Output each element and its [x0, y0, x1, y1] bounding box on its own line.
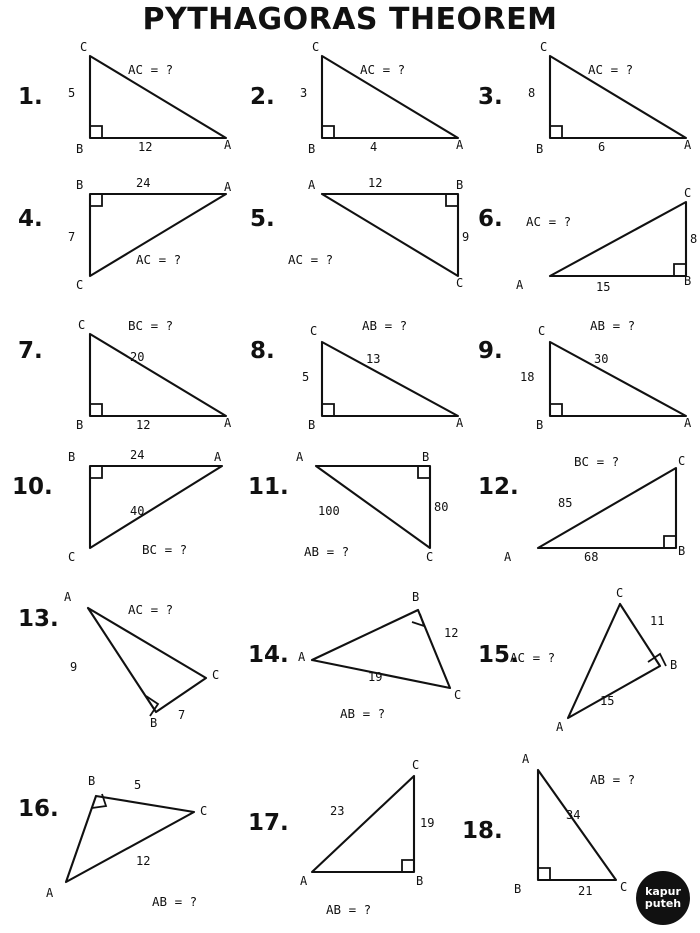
problem-number: 11.: [248, 474, 289, 500]
problem-number: 12.: [478, 474, 519, 500]
vertex-label-a: A: [224, 416, 232, 430]
question-label: AB = ?: [326, 902, 372, 917]
watermark-line-1: kapur: [645, 885, 681, 899]
problem-number: 9.: [478, 338, 503, 364]
vertex-label-a: A: [298, 650, 306, 664]
question-label: BC = ?: [574, 454, 620, 469]
vertex-label-b: B: [76, 142, 84, 156]
side-label-1: 23: [330, 804, 345, 818]
vertex-label-b: B: [308, 142, 316, 156]
side-label-2: 6: [598, 140, 606, 154]
watermark-logo: [636, 871, 690, 925]
problem-7: [18, 318, 232, 440]
triangle-figure: [290, 590, 500, 740]
vertex-label-b: B: [150, 716, 158, 730]
question-label: AC = ?: [136, 252, 182, 267]
question-label: BC = ?: [128, 318, 174, 333]
side-label-2: 68: [584, 550, 599, 564]
vertex-label-c: C: [678, 454, 686, 468]
vertex-label-a: A: [456, 138, 464, 152]
side-label-2: 80: [434, 500, 449, 514]
vertex-label-c: C: [310, 324, 318, 338]
problem-number: 13.: [18, 606, 59, 632]
vertex-label-c: C: [80, 40, 88, 54]
problem-8: [250, 318, 464, 440]
side-label-1: 5: [134, 778, 142, 792]
triangle-figure: [284, 760, 484, 920]
vertex-label-b: B: [412, 590, 420, 604]
side-label-2: 7: [68, 230, 76, 244]
problem-17: [248, 760, 463, 920]
problem-1: [18, 40, 232, 162]
triangle-figure: [508, 452, 700, 577]
vertex-label-c: C: [412, 758, 420, 772]
problem-11: [248, 452, 463, 577]
question-label: BC = ?: [142, 542, 188, 557]
vertex-label-b: B: [88, 774, 96, 788]
question-label: AC = ?: [360, 62, 406, 77]
side-label-2: 30: [594, 352, 609, 366]
side-label-2: 13: [366, 352, 381, 366]
side-label-2: 15: [596, 280, 611, 294]
problem-number: 15.: [478, 642, 519, 668]
problem-12: [478, 452, 693, 577]
question-label: AB = ?: [590, 772, 636, 787]
vertex-label-a: A: [456, 416, 464, 430]
side-label-1: 20: [130, 350, 145, 364]
vertex-label-c: C: [454, 688, 462, 702]
vertex-label-a: A: [556, 720, 564, 734]
question-label: AB = ?: [590, 318, 636, 333]
problem-number: 8.: [250, 338, 275, 364]
vertex-label-b: B: [416, 874, 424, 888]
vertex-label-c: C: [68, 550, 76, 564]
vertex-label-a: A: [504, 550, 512, 564]
problem-number: 16.: [18, 796, 59, 822]
vertex-label-c: C: [616, 586, 624, 600]
question-label: AB = ?: [362, 318, 408, 333]
vertex-label-c: C: [620, 880, 628, 894]
problem-number: 4.: [18, 206, 43, 232]
side-label-1: 18: [520, 370, 535, 384]
question-label: AC = ?: [510, 650, 556, 665]
question-label: AC = ?: [128, 62, 174, 77]
problem-2: [250, 40, 464, 162]
problem-4: [18, 176, 232, 300]
vertex-label-c: C: [200, 804, 208, 818]
question-label: AC = ?: [588, 62, 634, 77]
side-label-1: 85: [558, 496, 573, 510]
side-label-1: 24: [136, 176, 151, 190]
vertex-label-a: A: [516, 278, 524, 292]
problem-number: 7.: [18, 338, 43, 364]
vertex-label-b: B: [68, 450, 76, 464]
vertex-label-a: A: [300, 874, 308, 888]
problem-3: [478, 40, 692, 162]
side-label-2: 12: [136, 418, 151, 432]
vertex-label-c: C: [684, 186, 692, 200]
vertex-label-a: A: [64, 590, 72, 604]
vertex-label-a: A: [684, 138, 692, 152]
vertex-label-b: B: [678, 544, 686, 558]
vertex-label-c: C: [538, 324, 546, 338]
problem-14: [248, 590, 463, 740]
problem-number: 3.: [478, 84, 503, 110]
problem-6: [478, 180, 698, 300]
problem-number: 1.: [18, 84, 43, 110]
vertex-label-c: C: [212, 668, 220, 682]
page-title: PYTHAGORAS THEOREM: [142, 2, 558, 37]
question-label: AB = ?: [304, 544, 350, 559]
side-label-2: 4: [370, 140, 378, 154]
triangle-figure: [280, 180, 480, 300]
triangle-figure: [48, 760, 248, 920]
vertex-label-a: A: [296, 450, 304, 464]
side-label-2: 21: [578, 884, 593, 898]
vertex-label-c: C: [540, 40, 548, 54]
side-label-1: 12: [368, 176, 383, 190]
problem-number: 14.: [248, 642, 289, 668]
side-label-2: 19: [368, 670, 383, 684]
problem-number: 10.: [12, 474, 53, 500]
side-label-1: 5: [68, 86, 76, 100]
side-label-1: 12: [444, 626, 459, 640]
side-label-2: 12: [136, 854, 151, 868]
vertex-label-a: A: [308, 178, 316, 192]
side-label-1: 5: [302, 370, 310, 384]
problem-13: [18, 590, 233, 740]
side-label-1: 34: [566, 808, 581, 822]
problem-5: [250, 176, 470, 300]
problem-number: 6.: [478, 206, 503, 232]
vertex-label-c: C: [78, 318, 86, 332]
side-label-1: 3: [300, 86, 308, 100]
side-label-1: 9: [70, 660, 78, 674]
side-label-2: 9: [462, 230, 470, 244]
problem-16: [18, 760, 233, 920]
side-label-1: 11: [650, 614, 665, 628]
side-label-1: 8: [690, 232, 698, 246]
question-label: AB = ?: [152, 894, 198, 909]
vertex-label-a: A: [214, 450, 222, 464]
vertex-label-b: B: [422, 450, 430, 464]
problem-number: 17.: [248, 810, 289, 836]
side-label-2: 7: [178, 708, 186, 722]
vertex-label-a: A: [224, 180, 232, 194]
side-label-1: 100: [318, 504, 340, 518]
side-label-2: 15: [600, 694, 615, 708]
vertex-label-c: C: [426, 550, 434, 564]
problem-9: [478, 318, 692, 440]
vertex-label-a: A: [522, 752, 530, 766]
side-label-2: 12: [138, 140, 153, 154]
vertex-label-b: B: [76, 418, 84, 432]
question-label: AB = ?: [340, 706, 386, 721]
question-label: AC = ?: [526, 214, 572, 229]
problem-number: 5.: [250, 206, 275, 232]
question-label: AC = ?: [128, 602, 174, 617]
vertex-label-a: A: [224, 138, 232, 152]
problem-number: 18.: [462, 818, 503, 844]
problem-10: [12, 448, 227, 577]
side-label-2: 19: [420, 816, 435, 830]
vertex-label-b: B: [684, 274, 692, 288]
vertex-label-a: A: [684, 416, 692, 430]
side-label-1: 8: [528, 86, 536, 100]
vertex-label-b: B: [514, 882, 522, 896]
vertex-label-b: B: [670, 658, 678, 672]
question-label: AC = ?: [288, 252, 334, 267]
vertex-label-b: B: [76, 178, 84, 192]
vertex-label-a: A: [46, 886, 54, 900]
vertex-label-b: B: [536, 142, 544, 156]
vertex-label-b: B: [456, 178, 464, 192]
side-label-2: 40: [130, 504, 145, 518]
vertex-label-c: C: [312, 40, 320, 54]
triangle-figure: [50, 452, 250, 577]
vertex-label-b: B: [536, 418, 544, 432]
vertex-label-b: B: [308, 418, 316, 432]
watermark-line-2: puteh: [644, 897, 682, 910]
side-label-1: 24: [130, 448, 145, 462]
problem-number: 2.: [250, 84, 275, 110]
problem-15: [478, 586, 693, 750]
vertex-label-c: C: [76, 278, 84, 292]
vertex-label-c: C: [456, 276, 464, 290]
